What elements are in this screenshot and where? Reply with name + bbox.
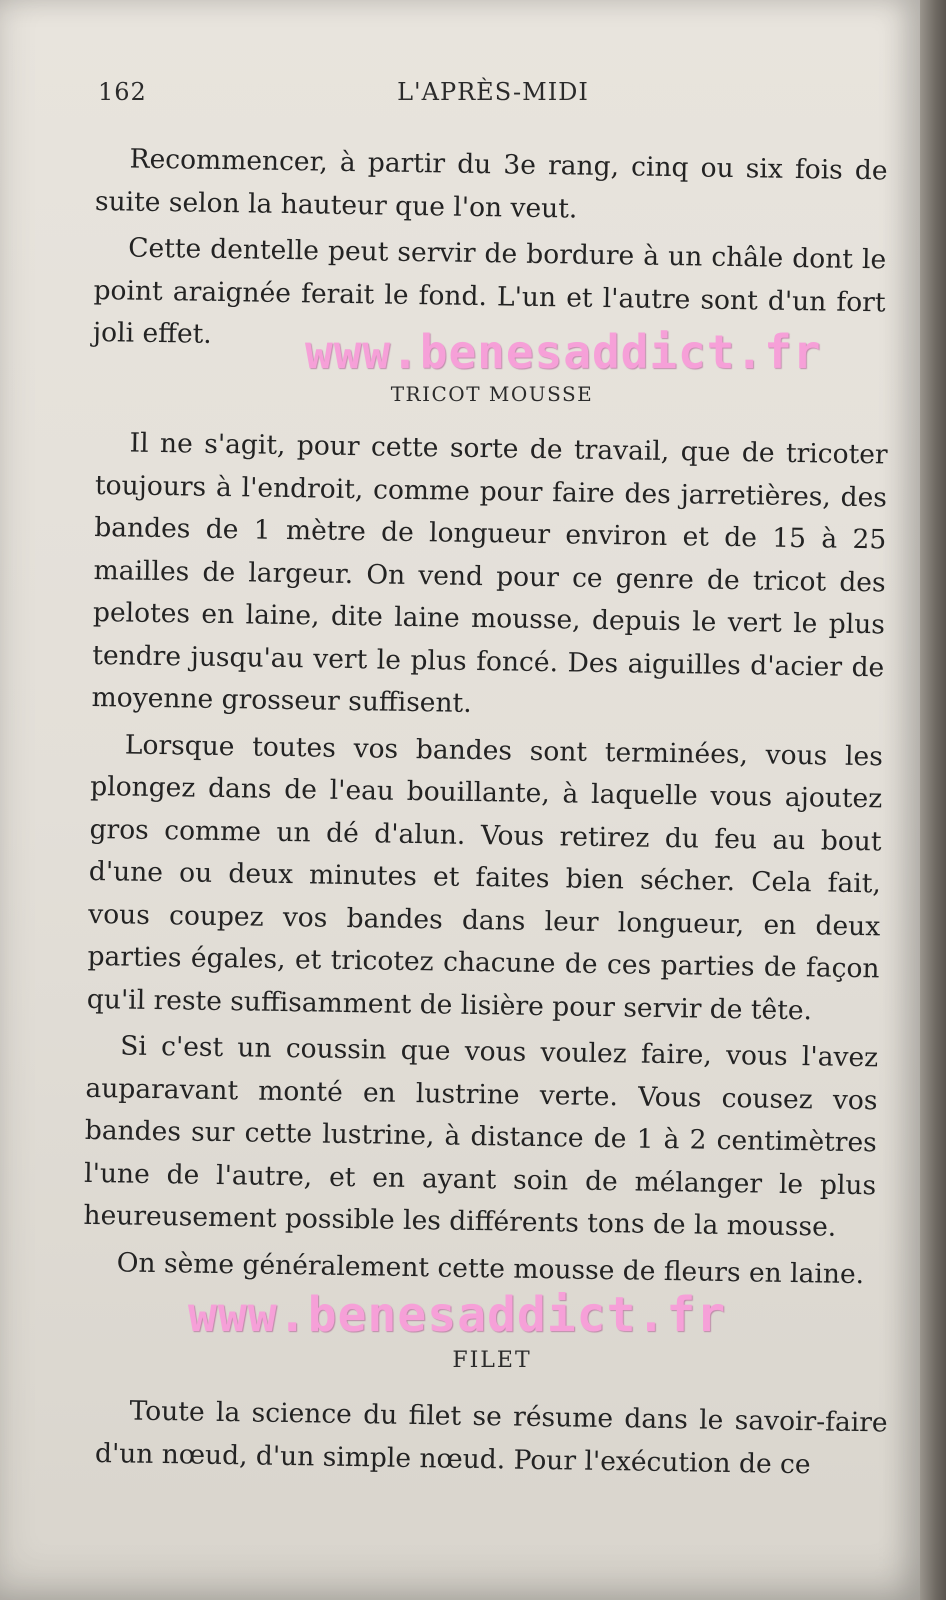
watermark-bottom: www.benesaddict.fr: [188, 1287, 727, 1343]
paragraph: Il ne s'agit, pour cette sorte de travail, que de tricoter toujours à l'endroit, comme pour faire des jarretières, des bandes de 1 mètre de longueur environ et de 15 à 25 mailles de largeur. On vend pour ce genre de tricot des pelotes en laine, dite laine mousse, depuis le vert le plus tendre jusqu'au vert le plus foncé. Des aiguilles d'acier de moyenne grosseur suffisent.: [91, 427, 888, 719]
paragraph: On sème généralement cette mousse de fleurs en laine.: [116, 1246, 865, 1290]
page-number: 162: [98, 78, 147, 106]
running-title: L'APRÈS-MIDI: [397, 78, 589, 106]
paragraph: Cette dentelle peut servir de bordure à un châle dont le point araignée ferait le fond. L'un et l'autre sont d'un fort joli effet.: [92, 232, 887, 350]
paragraph: Recommencer, à partir du 3e rang, cinq ou six fois de suite selon la hauteur que l'on veut.: [94, 143, 888, 225]
paragraph: Toute la science du filet se résume dans le savoir-faire d'un nœud, d'un simple nœud. Pour l'exécution de ce: [94, 1395, 888, 1480]
running-head: [98, 78, 888, 112]
watermark-top: www.benesaddict.fr: [305, 325, 822, 379]
section-title-tricot-mousse: TRICOT MOUSSE: [390, 382, 594, 406]
paragraph: Lorsque toutes vos bandes sont terminées, vous les plongez dans de l'eau bouillante, à laquelle vous ajoutez gros comme un dé d'alun. Vous retirez du feu au bout d'une ou deux minutes et faites bien sécher. Cela fait, vous coupez vos bandes dans leur longueur, en deux parties égales, et tricotez chacune de ces parties de façon qu'il reste suffisamment de lisière pour servir de tête.: [86, 728, 884, 1026]
section-title-filet: FILET: [452, 1348, 532, 1373]
text-block-tricot-mousse: [82, 422, 888, 1300]
paragraph: Si c'est un coussin que vous voulez faire, vous l'avez auparavant monté en lustrine verte. Vous cousez vos bandes sur cette lustrine, à distance de 1 à 2 centimètres l'une de l'autre, et en ayant soin de mélanger le plus heureusement possible les différents tons de la mousse.: [83, 1030, 879, 1243]
text-block-filet: [95, 1390, 888, 1491]
book-page-edge: [920, 0, 946, 1600]
